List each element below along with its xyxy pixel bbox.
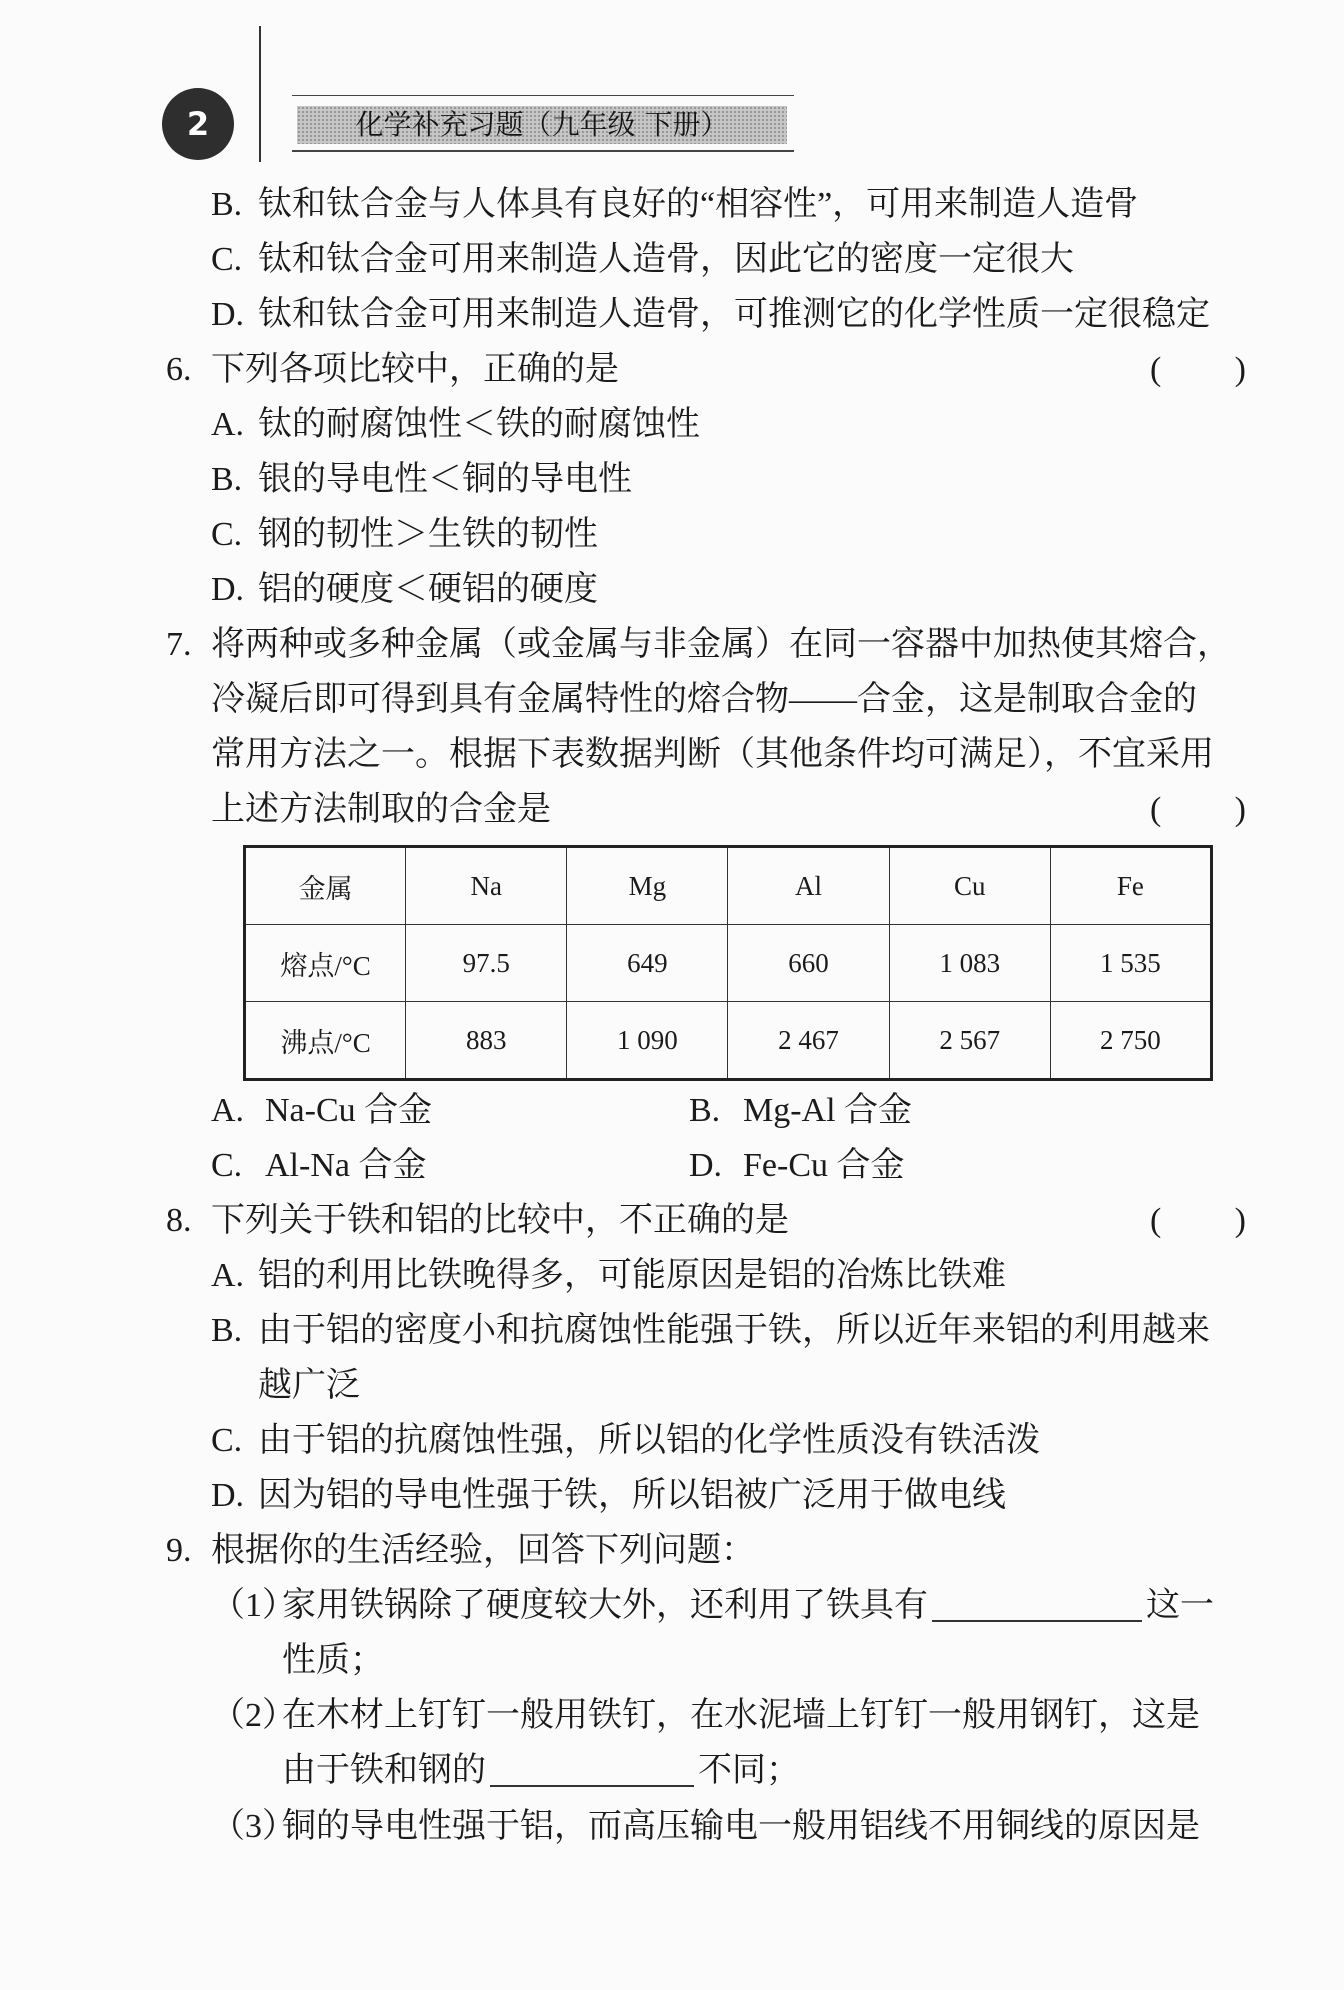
table-cell: 2 467	[728, 1002, 889, 1080]
option-text: 钛和钛合金与人体具有良好的“相容性”，可用来制造人造骨	[258, 186, 1139, 223]
question-stem: 下列各项比较中，正确的是	[211, 351, 619, 388]
q7-option-a	[211, 1086, 432, 1136]
q8-answer-bracket	[1150, 1196, 1246, 1246]
q7-stem-line-4: 上述方法制取的合金是	[211, 791, 551, 828]
option-text: Na-Cu 合金	[265, 1092, 433, 1129]
q7-option-b	[689, 1086, 912, 1136]
q9-stem-line	[166, 1526, 755, 1576]
sub-question-text: 铜的导电性强于铝，而高压输电一般用铝线不用铜线的原因是	[282, 1808, 1200, 1845]
sub-question-label: （3）	[211, 1808, 296, 1845]
q5-option-d	[211, 290, 1210, 340]
table-row-label: 沸点/°C	[245, 1002, 406, 1080]
q7-option-d	[689, 1141, 905, 1191]
question-stem: 根据你的生活经验，回答下列问题：	[211, 1532, 755, 1569]
metal-properties-table	[243, 845, 1213, 1081]
q7-answer-bracket	[1150, 785, 1246, 835]
table-cell: 883	[406, 1002, 567, 1080]
table-cell: 97.5	[406, 925, 567, 1002]
option-text: 由于铝的抗腐蚀性强，所以铝的化学性质没有铁活泼	[258, 1422, 1040, 1459]
bracket-open: (	[1150, 1202, 1162, 1239]
table-row	[245, 925, 1212, 1002]
option-text: Al-Na 合金	[265, 1147, 427, 1184]
header-rule-top	[292, 95, 794, 96]
sub-question-text: 这一	[1146, 1587, 1214, 1624]
q8-option-b-continuation: 越广泛	[258, 1367, 360, 1404]
option-text: 钛和钛合金可用来制造人造骨，因此它的密度一定很大	[258, 241, 1074, 278]
option-text: 由于铝的密度小和抗腐蚀性能强于铁，所以近年来铝的利用越来	[258, 1312, 1210, 1349]
option-label: C.	[211, 516, 243, 553]
question-stem: 将两种或多种金属（或金属与非金属）在同一容器中加热使其熔合，	[211, 626, 1231, 663]
option-text: Fe-Cu 合金	[743, 1147, 905, 1184]
table-cell: 1 090	[567, 1002, 728, 1080]
option-label: A.	[211, 1092, 245, 1129]
sub-question-text: 家用铁锅除了硬度较大外，还利用了铁具有	[282, 1587, 928, 1624]
q6-option-c	[211, 510, 598, 560]
q7-stem-line-2: 冷凝后即可得到具有金属特性的熔合物——合金，这是制取合金的	[211, 681, 1197, 718]
option-label: C.	[211, 1422, 243, 1459]
sub-question-label: （1）	[211, 1587, 296, 1624]
q6-answer-bracket	[1150, 345, 1246, 395]
q5-option-b	[211, 180, 1138, 230]
question-number: 8.	[166, 1202, 192, 1239]
table-cell: 660	[728, 925, 889, 1002]
table-header-cell: Na	[406, 847, 567, 925]
table-cell: 1 535	[1050, 925, 1211, 1002]
option-text: 钛的耐腐蚀性＜铁的耐腐蚀性	[258, 406, 700, 443]
q8-option-b	[211, 1306, 1210, 1356]
q9-part-2-line-1	[211, 1691, 1200, 1741]
q7-stem-line-1	[166, 620, 1231, 670]
table-header-cell: Fe	[1050, 847, 1211, 925]
sub-question-text: 不同；	[698, 1752, 800, 1789]
table-cell: 2 567	[889, 1002, 1050, 1080]
option-label: D.	[211, 296, 245, 333]
question-stem: 下列关于铁和铝的比较中，不正确的是	[211, 1202, 789, 1239]
sub-question-text: 在木材上钉钉一般用铁钉，在水泥墙上钉钉一般用钢钉，这是	[282, 1697, 1200, 1734]
option-label: C.	[211, 1147, 243, 1184]
sub-question-text: 由于铁和钢的	[282, 1752, 486, 1789]
question-number: 6.	[166, 351, 192, 388]
option-label: A.	[211, 406, 245, 443]
bracket-close: )	[1234, 1202, 1246, 1239]
q9-part-1-line-2: 性质；	[282, 1642, 384, 1679]
bracket-close: )	[1234, 791, 1246, 828]
table-header-row	[245, 847, 1212, 925]
option-label: B.	[211, 1312, 243, 1349]
q9-part-2-line-2	[282, 1746, 800, 1796]
q8-stem-line	[166, 1196, 789, 1246]
table-row	[245, 1002, 1212, 1080]
question-number: 7.	[166, 626, 192, 663]
q8-option-c	[211, 1416, 1040, 1466]
bracket-open: (	[1150, 351, 1162, 388]
option-text: 钢的韧性＞生铁的韧性	[258, 516, 598, 553]
q6-option-b	[211, 455, 632, 505]
q6-stem-line	[166, 345, 619, 395]
table-header-cell: Cu	[889, 847, 1050, 925]
option-label: C.	[211, 241, 243, 278]
table-cell: 2 750	[1050, 1002, 1211, 1080]
table-cell: 649	[567, 925, 728, 1002]
table-header-cell: Al	[728, 847, 889, 925]
q8-option-a	[211, 1251, 1006, 1301]
table-row-label: 熔点/°C	[245, 925, 406, 1002]
option-text: Mg-Al 合金	[743, 1092, 913, 1129]
q9-part-3-line-1	[211, 1802, 1200, 1852]
option-label: B.	[211, 461, 243, 498]
header-rule-bottom	[292, 150, 794, 152]
page-number-badge: 2	[162, 88, 234, 160]
q8-option-d	[211, 1471, 1006, 1521]
option-label: D.	[689, 1147, 723, 1184]
q5-option-c	[211, 235, 1074, 285]
table-header-cell: 金属	[245, 847, 406, 925]
table-cell: 1 083	[889, 925, 1050, 1002]
option-text: 铝的硬度＜硬铝的硬度	[258, 571, 598, 608]
bracket-close: )	[1234, 351, 1246, 388]
q7-stem-line-3: 常用方法之一。根据下表数据判断（其他条件均可满足），不宜采用	[211, 736, 1214, 773]
bracket-open: (	[1150, 791, 1162, 828]
option-text: 钛和钛合金可用来制造人造骨，可推测它的化学性质一定很稳定	[258, 296, 1210, 333]
answer-blank	[490, 1785, 694, 1787]
q6-option-a	[211, 400, 700, 450]
option-label: A.	[211, 1257, 245, 1294]
q7-option-c	[211, 1141, 426, 1191]
option-text: 因为铝的导电性强于铁，所以铝被广泛用于做电线	[258, 1477, 1006, 1514]
option-label: B.	[211, 186, 243, 223]
book-title-header: 化学补充习题（九年级 下册）	[297, 106, 787, 144]
table-header-cell: Mg	[567, 847, 728, 925]
option-text: 铝的利用比铁晚得多，可能原因是铝的冶炼比铁难	[258, 1257, 1006, 1294]
option-label: D.	[211, 1477, 245, 1514]
option-text: 银的导电性＜铜的导电性	[258, 461, 632, 498]
q9-part-1-line-1	[211, 1581, 1214, 1631]
q6-option-d	[211, 565, 598, 615]
sub-question-label: （2）	[211, 1697, 296, 1734]
answer-blank	[932, 1620, 1142, 1622]
question-number: 9.	[166, 1532, 192, 1569]
margin-rule	[259, 26, 261, 162]
option-label: D.	[211, 571, 245, 608]
option-label: B.	[689, 1092, 721, 1129]
